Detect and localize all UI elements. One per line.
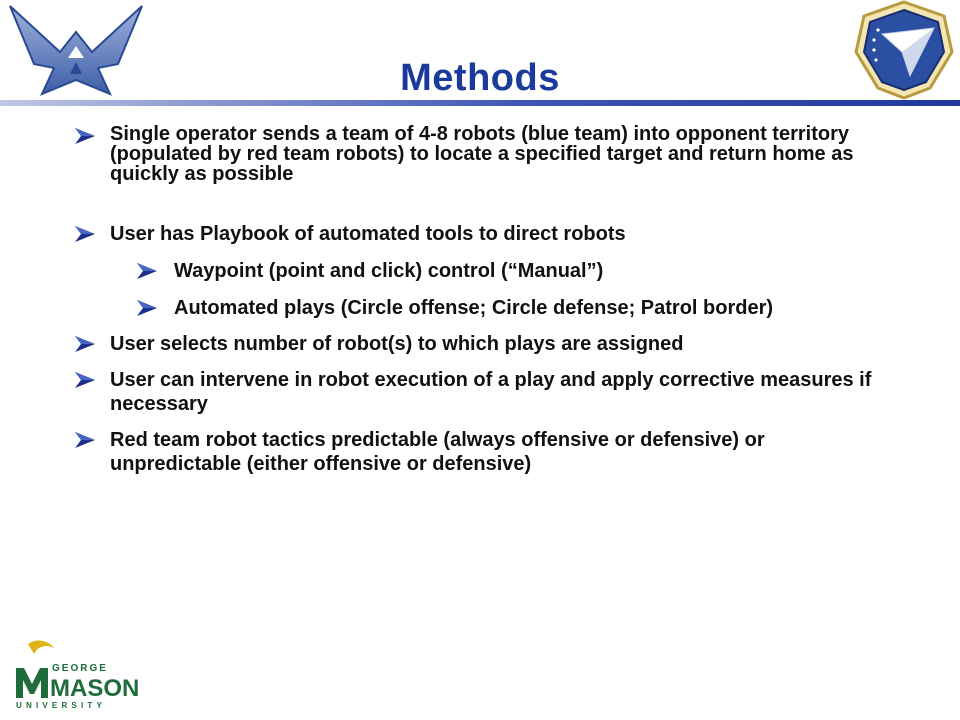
bullet-text: Single operator sends a team of 4-8 robots (blue team) into opponent territory (populated by red team robots) to locate a specified target and return home as quickly as possible (110, 123, 854, 185)
arrow-bullet-icon (136, 299, 158, 317)
gmu-line2: MASON (50, 675, 140, 702)
bullet-text: User selects number of robot(s) to which plays are assigned (110, 333, 684, 355)
bullet-text: Red team robot tactics predictable (always offensive or defensive) or unpredictable (either offensive or defensive) (110, 429, 765, 475)
gmu-line3: UNIVERSITY (16, 701, 107, 710)
arrow-bullet-icon (74, 371, 96, 389)
bullet-item (74, 124, 894, 184)
arrow-bullet-icon (74, 225, 96, 243)
bullet-item (74, 428, 894, 476)
bullet-text: User can intervene in robot execution of a play and apply corrective measures if necessary (110, 369, 872, 415)
gmu-line1: GEORGE (52, 663, 108, 674)
george-mason-logo (14, 638, 140, 710)
bullet-item (74, 222, 894, 246)
bullet-list (74, 124, 894, 476)
bullet-text: Waypoint (point and click) control (“Manual”) (174, 260, 604, 282)
arrow-bullet-icon (136, 262, 158, 280)
title-divider (0, 100, 960, 106)
arrow-bullet-icon (74, 335, 96, 353)
bullet-text: User has Playbook of automated tools to direct robots (110, 223, 626, 245)
bullet-text: Automated plays (Circle offense; Circle defense; Patrol border) (174, 297, 774, 319)
sub-bullet-item (136, 296, 894, 320)
slide-title: Methods (400, 57, 560, 99)
bullet-item (74, 332, 894, 356)
arrow-bullet-icon (74, 127, 96, 145)
arrow-bullet-icon (74, 431, 96, 449)
bullet-item (74, 368, 894, 416)
sub-bullet-item (136, 259, 894, 283)
